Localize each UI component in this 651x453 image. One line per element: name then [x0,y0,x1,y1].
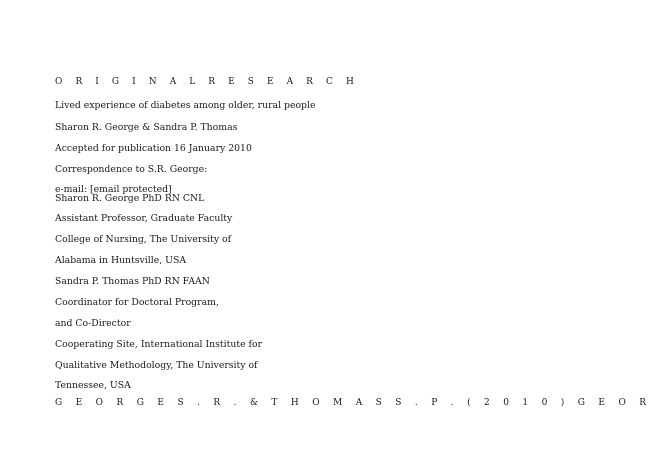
author-1-affiliation: College of Nursing, The University of [55,234,232,245]
author-1-credentials: Sharon R. George PhD RN CNL [55,193,205,204]
citation-footer: G E O R G E S . R . & T H O M A S S . P . ( 2 0 1 0 ) G E O R [55,398,651,408]
authors: Sharon R. George & Sandra P. Thomas [55,122,238,133]
author-2-institute: Qualitative Methodology, The University of [55,360,258,371]
section-label: O R I G I N A L R E S E A R C H [55,77,359,87]
author-2-credentials: Sandra P. Thomas PhD RN FAAN [55,276,210,287]
author-2-location: Tennessee, USA [55,380,131,391]
article-title: Lived experience of diabetes among older, rural people [55,100,316,111]
accepted-date: Accepted for publication 16 January 2010 [55,143,252,154]
email-line: e-mail: [email protected] [55,184,172,195]
author-2-role: and Co-Director [55,318,131,329]
correspondence: Correspondence to S.R. George: [55,164,208,175]
author-1-location: Alabama in Huntsville, USA [55,255,187,266]
author-2-site: Cooperating Site, International Institute for [55,339,263,350]
author-1-title: Assistant Professor, Graduate Faculty [55,213,233,224]
author-2-title: Coordinator for Doctoral Program, [55,297,219,308]
